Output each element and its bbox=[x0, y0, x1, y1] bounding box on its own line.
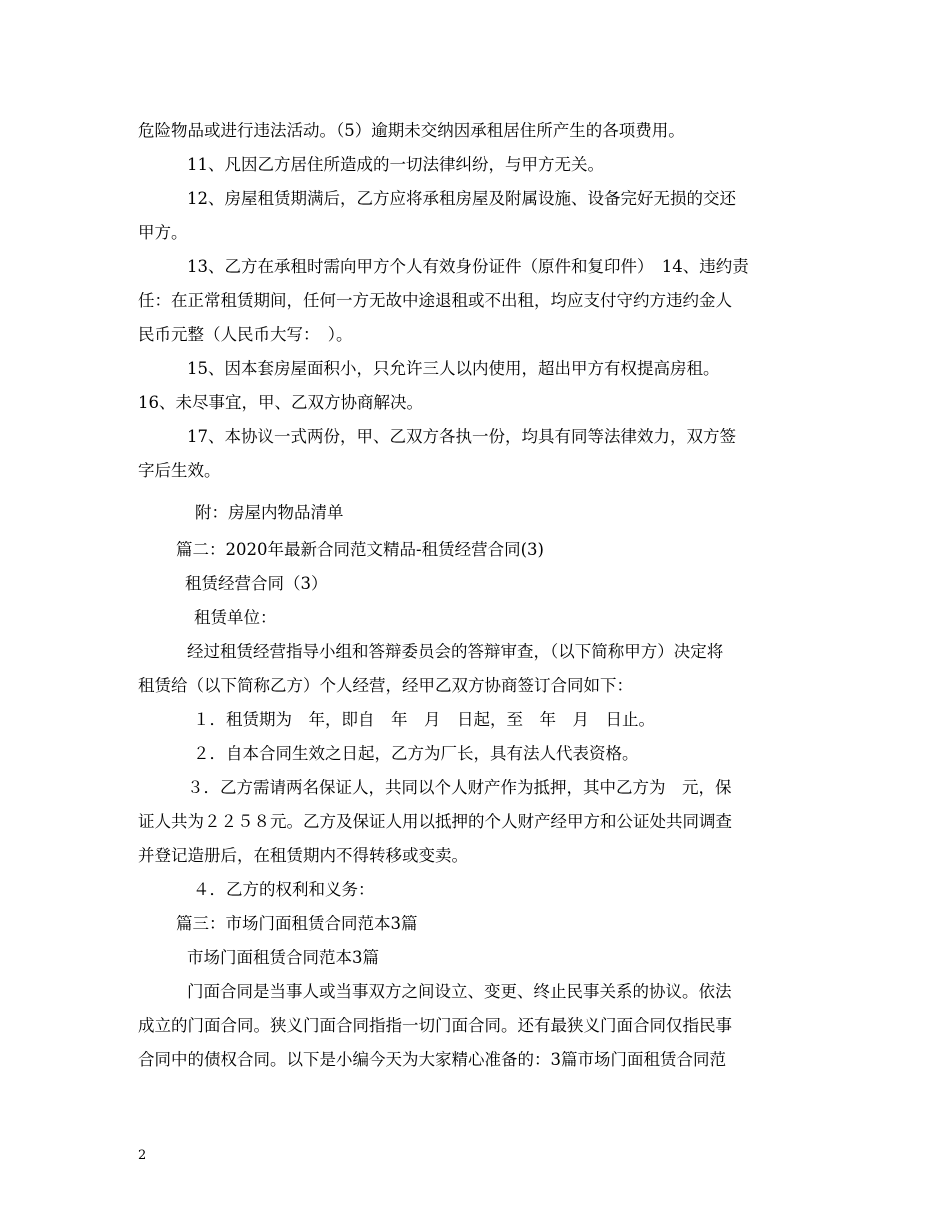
page-number: 2 bbox=[138, 1148, 147, 1163]
text-line: 13、乙方在承租时需向甲方个人有效身份证件（原件和复印件） 14、违约责 bbox=[187, 257, 749, 276]
text-line: 甲方。 bbox=[138, 223, 188, 242]
text-line: 任：在正常租赁期间，任何一方无故中途退租或不出租，均应支付守约方违约金人 bbox=[138, 291, 732, 310]
text-line: 17、本协议一式两份，甲、乙双方各执一份，均具有同等法律效力，双方签 bbox=[187, 427, 736, 446]
section-subheading: 租赁经营合同（3） bbox=[185, 574, 328, 593]
text-line: 合同中的债权合同。以下是小编今天为大家精心准备的：3篇市场门面租赁合同范 bbox=[138, 1050, 726, 1069]
text-line: 16、未尽事宜，甲、乙双方协商解决。 bbox=[138, 393, 423, 412]
text-line: 12、房屋租赁期满后，乙方应将承租房屋及附属设施、设备完好无损的交还 bbox=[187, 189, 736, 208]
text-line: 证人共为２２５８元。乙方及保证人用以抵押的个人财产经甲方和公证处共同调查 bbox=[138, 812, 732, 831]
section-heading: 篇三：市场门面租赁合同范本3篇 bbox=[176, 914, 418, 933]
section-subheading: 市场门面租赁合同范本3篇 bbox=[187, 948, 379, 967]
text-line: 成立的门面合同。狭义门面合同指指一切门面合同。还有最狭义门面合同仅指民事 bbox=[138, 1016, 732, 1035]
text-line: ３．乙方需请两名保证人，共同以个人财产作为抵押，其中乙方为 元，保 bbox=[187, 778, 732, 797]
text-line: 危险物品或进行违法活动。（5）逾期未交纳因承租居住所产生的各项费用。 bbox=[138, 121, 685, 140]
section-heading: 篇二：2020年最新合同范文精品-租赁经营合同(3) bbox=[176, 540, 544, 559]
text-line: 民币元整（人民币大写： ）。 bbox=[138, 325, 353, 344]
text-line: 租赁给（以下简称乙方）个人经营，经甲乙双方协商签订合同如下： bbox=[138, 676, 633, 695]
text-line: 15、因本套房屋面积小，只允许三人以内使用，超出甲方有权提高房租。 bbox=[187, 359, 720, 378]
text-line: ２．自本合同生效之日起，乙方为厂长，具有法人代表资格。 bbox=[193, 744, 639, 763]
text-line: 11、凡因乙方居住所造成的一切法律纠纷，与甲方无关。 bbox=[187, 155, 604, 174]
text-line: 附：房屋内物品清单 bbox=[195, 503, 344, 522]
text-line: １．租赁期为 年，即自 年 月 日起，至 年 月 日止。 bbox=[193, 710, 655, 729]
text-line: 门面合同是当事人或当事双方之间设立、变更、终止民事关系的协议。依法 bbox=[187, 982, 732, 1001]
text-line: 租赁单位： bbox=[194, 608, 277, 627]
text-line: 字后生效。 bbox=[138, 461, 221, 480]
text-line: 经过租赁经营指导小组和答辩委员会的答辩审查，（以下简称甲方）决定将 bbox=[187, 642, 724, 661]
text-line: ４．乙方的权利和义务： bbox=[193, 880, 375, 899]
text-line: 并登记造册后，在租赁期内不得转移或变卖。 bbox=[138, 846, 468, 865]
